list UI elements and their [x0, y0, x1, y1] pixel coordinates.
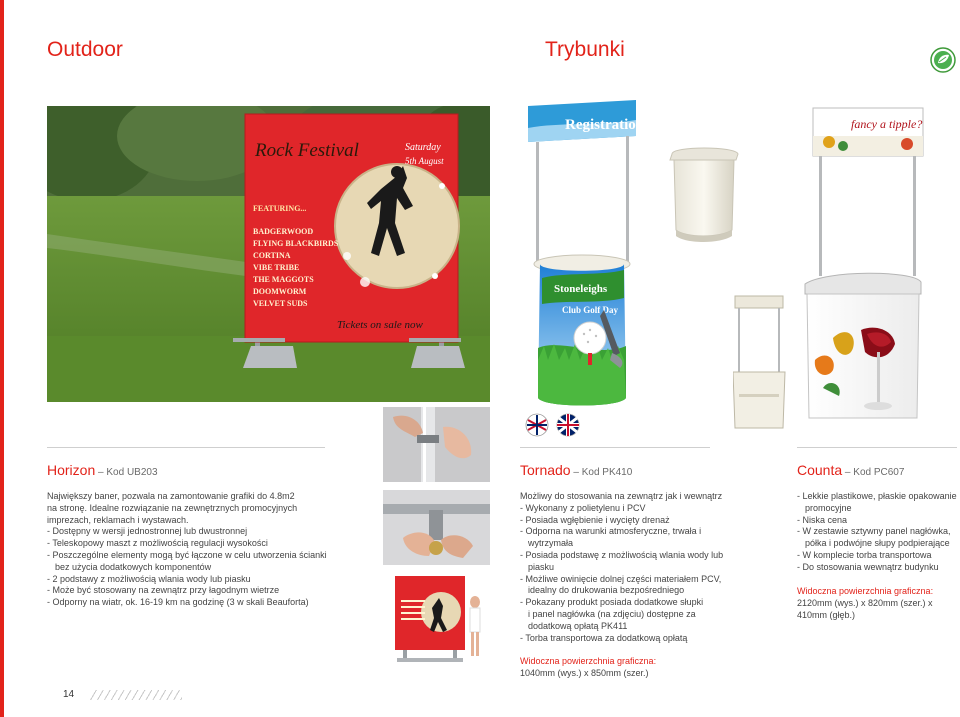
description-line: - Odporna na warunki atmosferyczne, trwała i — [520, 526, 702, 537]
counta-title — [797, 462, 904, 478]
description-line: - Torba transportowa za dodatkową opłatą — [520, 632, 688, 643]
counta-area-value: 410mm (głęb.) — [797, 609, 856, 620]
banner-tickets: Tickets on sale now — [337, 319, 423, 331]
tornado-header-text: Registration — [565, 117, 645, 133]
page-number: 14 — [63, 689, 75, 700]
description-line: - 2 podstawy z możliwością wlania wody lub piasku — [47, 573, 251, 584]
description-line: - W zestawie sztywny panel nagłówka, — [797, 526, 951, 537]
banner-band: BADGERWOOD — [253, 227, 314, 236]
description-line: - Teleskopowy maszt z możliwością regulacji wysokości — [47, 538, 268, 549]
horizon-banner-photo — [47, 106, 490, 402]
counta-area — [797, 586, 957, 621]
tornado-code: – Kod PK410 — [570, 467, 633, 478]
counta-product-photo — [733, 98, 958, 443]
tornado-area — [520, 656, 760, 680]
description-line: - Lekkie plastikowe, płaskie opakowanie — [797, 491, 957, 501]
banner-featuring: FEATURING... — [253, 204, 307, 213]
tornado-area-value: 1040mm (wys.) x 850mm (szer.) — [520, 667, 649, 678]
description-line: promocyjne — [805, 502, 852, 513]
banner-band: FLYING BLACKBIRDS — [253, 239, 339, 248]
tornado-panel-sub: Club Golf Day — [562, 305, 619, 315]
horizon-detail-photo-joint — [383, 490, 490, 565]
description-line: - Odporny na wiatr, ok. 16-19 km na godzinę (3 w skali Beauforta) — [47, 597, 309, 608]
banner-band: CORTINA — [253, 251, 291, 260]
description-line: - Niska cena — [797, 514, 848, 525]
description-line: imprezach, reklamach i wystawach. — [47, 514, 189, 525]
description-line: i panel nagłówka (na zdjęciu) dostępne za — [528, 608, 696, 619]
description-line: - Poszczególne elementy mogą być łączone w celu utworzenia ścianki — [47, 549, 327, 560]
description-line: piasku — [528, 561, 555, 572]
tornado-product-photo — [520, 98, 745, 443]
description-line: - Do stosowania wewnątrz budynku — [797, 561, 939, 572]
counta-area-label: Widoczna powierzchnia graficzna: — [797, 586, 934, 596]
section-divider-horizon — [47, 447, 325, 448]
footer-hatch-decoration — [90, 690, 182, 700]
counta-code: – Kod PC607 — [842, 467, 905, 478]
horizon-description — [47, 491, 377, 609]
description-line: - Posiada wgłębienie i wycięty drenaż — [520, 514, 670, 525]
banner-band: DOOMWORM — [253, 287, 307, 296]
tornado-panel-title: Stoneleighs — [554, 283, 608, 295]
description-line: półka i podwójne słupy podpierające — [805, 538, 950, 549]
tornado-area-label: Widoczna powierzchnia graficzna: — [520, 656, 657, 666]
description-line: - Może być stosowany na zewnątrz przy łagodnym wietrze — [47, 585, 280, 596]
counta-header-text: fancy a tipple? — [851, 117, 923, 131]
tornado-title — [520, 462, 632, 478]
description-line: - Pokazany produkt posiada dodatkowe słupki — [520, 597, 704, 608]
counta-area-value: 2120mm (wys.) x 820mm (szer.) x — [797, 597, 933, 608]
horizon-code: – Kod UB203 — [95, 467, 158, 478]
tornado-description — [520, 491, 760, 644]
description-line: wytrzymała — [528, 538, 574, 549]
description-line: - Możliwe owinięcie dolnej części materiałem PCV, — [520, 573, 722, 584]
banner-band: VELVET SUDS — [253, 299, 308, 308]
description-line: - Wykonany z polietylenu i PCV — [520, 502, 646, 513]
section-heading-outdoor: Outdoor — [47, 38, 123, 61]
description-line: dodatkową opłatą PK411 — [528, 620, 628, 631]
banner-date-day: Saturday — [405, 142, 441, 153]
description-line: na stronę. Idealne rozwiązanie na zewnętrznych promocyjnych — [47, 502, 298, 513]
section-divider-counta — [797, 447, 957, 448]
description-line: idealny do drukowania bezpośredniego — [528, 585, 685, 596]
description-line: bez użycia dodatkowych komponentów — [55, 561, 212, 572]
description-line: Możliwy do stosowania na zewnątrz jak i wewnątrz — [520, 491, 723, 501]
section-heading-trybunki: Trybunki — [545, 38, 625, 61]
horizon-name: Horizon — [47, 462, 96, 478]
banner-band: VIBE TRIBE — [253, 263, 300, 272]
banner-date: 5th August — [405, 156, 444, 166]
tornado-name: Tornado — [520, 462, 571, 478]
horizon-title — [47, 462, 158, 478]
counta-description — [797, 491, 957, 574]
eco-leaf-icon — [930, 47, 956, 73]
banner-band: THE MAGGOTS — [253, 275, 314, 284]
description-line: Największy baner, pozwala na zamontowanie grafiki do 4.8m2 — [47, 491, 295, 501]
description-line: - Dostępny w wersji jednostronnej lub dwustronnej — [47, 526, 248, 537]
horizon-detail-photo-display — [383, 570, 490, 665]
page-edge-bar — [0, 0, 4, 717]
section-divider-tornado — [520, 447, 710, 448]
description-line: - W komplecie torba transportowa — [797, 549, 932, 560]
description-line: - Posiada podstawę z możliwością wlania wody lub — [520, 549, 724, 560]
banner-title: Rock Festival — [255, 140, 359, 161]
horizon-detail-photo-mast — [383, 407, 490, 482]
counta-name: Counta — [797, 462, 843, 478]
